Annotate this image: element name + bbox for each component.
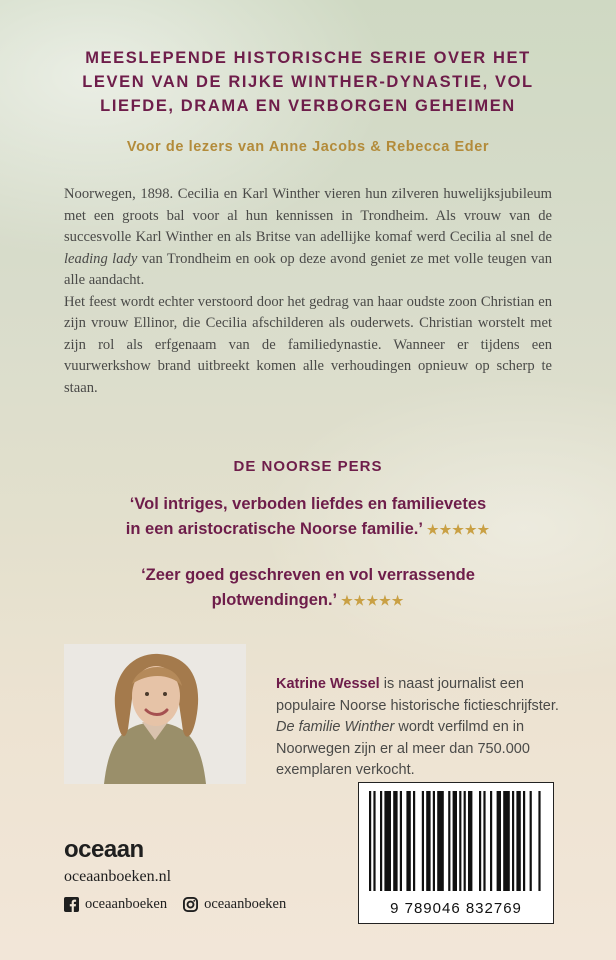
quote-1-line-2-text: in een aristocratische Noorse familie.’ <box>125 520 423 538</box>
author-name: Katrine Wessel <box>276 676 380 692</box>
isbn-number: 9 789046 832769 <box>390 900 522 917</box>
author-photo <box>64 644 246 784</box>
facebook-handle[interactable]: oceaanboeken <box>85 896 168 912</box>
heading-line-3: LIEFDE, DRAMA EN VERBORGEN GEHEIMEN <box>100 97 516 115</box>
quote-1-line-2 <box>40 517 576 542</box>
author-bio-part2: wordt verfilmd en in Noorwegen zijn er al meer dan 750.000 exemplaren verkocht. <box>276 719 530 778</box>
publisher-logo: oceaan <box>64 836 144 863</box>
heading-line-2: LEVEN VAN DE RIJKE WINTHER-DYNASTIE, VOL <box>82 73 534 91</box>
author-bio-part1: is naast journalist een populaire Noorse historische fictieschrijfster. <box>276 676 559 714</box>
rating-stars: ★★★★★ <box>426 522 491 537</box>
quote-1-line-1: ‘Vol intriges, verboden liefdes en familievetes <box>129 495 487 513</box>
isbn-barcode <box>358 782 554 924</box>
heading-line-1: MEESLEPENDE HISTORISCHE SERIE OVER HET <box>85 49 531 67</box>
barcode-bars <box>359 783 553 895</box>
publisher-website[interactable]: oceaanboeken.nl <box>64 868 172 885</box>
blurb <box>64 184 552 399</box>
quote-2-line-1: ‘Zeer goed geschreven en vol verrassende <box>141 566 475 584</box>
blurb-p1-italic: leading lady <box>64 250 138 267</box>
social-links <box>64 896 286 913</box>
instagram-icon[interactable] <box>183 897 198 912</box>
instagram-handle[interactable]: oceaanboeken <box>204 896 287 912</box>
subheading: Voor de lezers van Anne Jacobs & Rebecca Eder <box>126 139 490 155</box>
blurb-p1-part2: van Trondheim en ook op deze avond geniet ze met volle teugen van alle aandacht. <box>64 250 552 288</box>
author-portrait-illustration <box>64 644 246 784</box>
cover-heading <box>40 46 576 118</box>
blurb-paragraph-2: Het feest wordt echter verstoord door het gedrag van haar oudste zoon Christian en zijn vrouw Ellinor, die Cecilia afschilderen als ouderwets. Christian worstelt met zijn rol als erfgenaam van de familiedynastie. Wanneer er tijdens een vuurwerkshow brand uitbreekt komen alle verhoudingen opnieuw op scherp te staan. <box>64 293 552 396</box>
facebook-icon[interactable] <box>64 897 79 912</box>
blurb-paragraph-1 <box>64 184 552 292</box>
press-title: DE NOORSE PERS <box>233 458 383 475</box>
blurb-p1-part1: Noorwegen, 1898. Cecilia en Karl Winther vieren hun zilveren huwelijksjubileum met een groots bal voor al hun kennissen in Trondheim. Als vrouw van de succesvolle Karl Winther en als Britse van adellijke komaf werd Cecilia al snel de <box>64 186 552 245</box>
press-quote-1 <box>40 492 576 542</box>
press-quote-2 <box>40 563 576 613</box>
rating-stars: ★★★★★ <box>341 593 405 608</box>
quote-2-line-2-text: plotwendingen.’ <box>211 591 338 609</box>
quote-2-line-2 <box>40 588 576 613</box>
author-bio-italic: De familie Winther <box>276 719 395 735</box>
author-bio <box>276 674 566 782</box>
